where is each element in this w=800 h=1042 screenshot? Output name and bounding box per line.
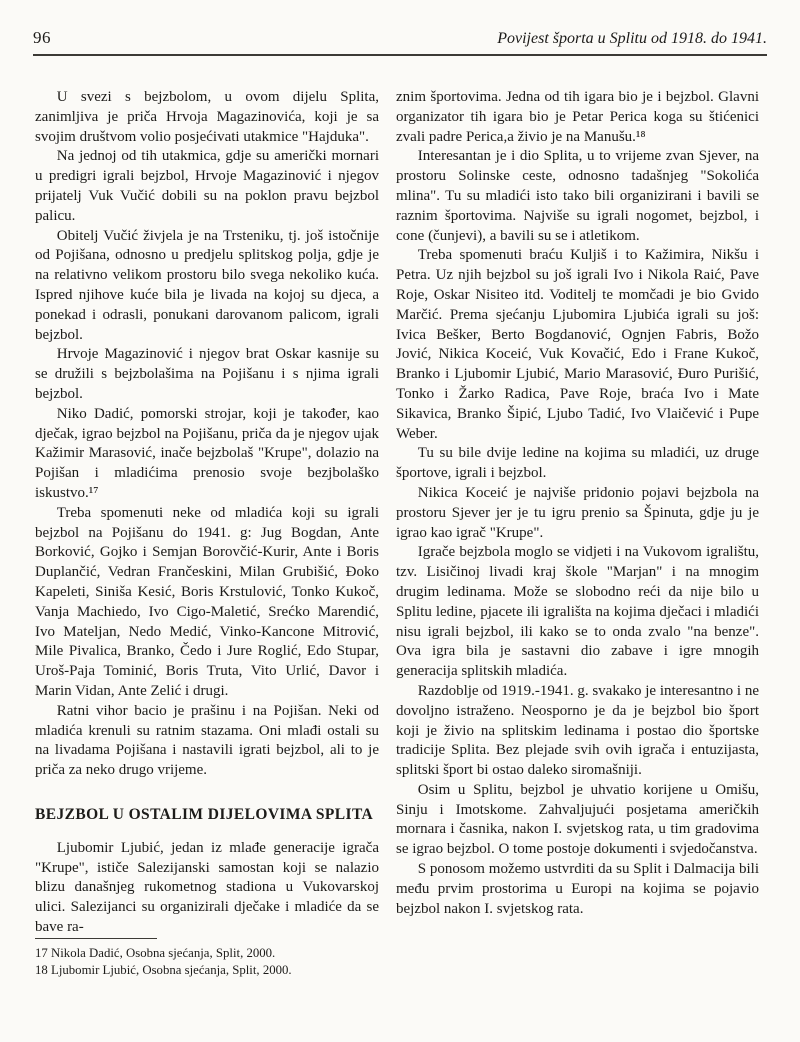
footnote: 17 Nikola Dadić, Osobna sjećanja, Split, 2000. <box>35 946 276 960</box>
running-header-title: Povijest športa u Splitu od 1918. do 1941. <box>497 30 767 47</box>
body-paragraph: Ljubomir Ljubić, jedan iz mlađe generacije igrača "Krupe", ističe Salezijanski samostan koji se nalazio blizu današnjeg rukometnog stadiona u Vukovarskoj ulici. Salezijanci su organizirali dječake i mladiće da se bave ra- <box>35 839 379 936</box>
left-column <box>35 88 379 938</box>
footnote: 18 Ljubomir Ljubić, Osobna sjećanja, Split, 2000. <box>35 963 292 977</box>
body-paragraph: Treba spomenuti braću Kuljiš i to Kažimira, Nikšu i Petra. Uz njih bejzbol su još igrali Ivo i Nikola Raić, Pave Roje, Oskar Nisiteo itd. Voditelj te momčadi je bio Gvido Marčić. Prema sjećanju Ljubomira Ljubića igrali su još: Ivica Bešker, Berto Bogdanović, Ognjen Fabris, Božo Jović, Nikica Koceić, Vuk Kovačić, Edo i Frane Kukoč, Branko i Ljubomir Ljubić, Mario Marasović, Đuro Purišić, Tonko i Žarko Radica, Pave Roje, braća Ivo i Mate Sikavica, Branko Šipić, Ljubo Tadić, Ivo Vlaičević i Pupe Weber. <box>396 247 759 442</box>
footnote-divider <box>35 938 157 939</box>
body-paragraph: Ratni vihor bacio je prašinu i na Pojišan. Neki od mladića krenuli su ratnim stazama. Oni mlađi ostali su na livadama Pojišana i nastavili igrati bejzbol, ali to je priča za neko drugo vrijeme. <box>35 702 379 779</box>
body-paragraph: S ponosom možemo ustvrditi da su Split i Dalmacija bili među prvim prostorima u Europi na kojima se pojavio bejzbol nakon I. svjetskog rata. <box>396 861 759 917</box>
section-heading: BEJZBOL U OSTALIM DIJELOVIMA SPLITA <box>35 805 374 823</box>
body-paragraph: znim športovima. Jedna od tih igara bio je i bejzbol. Glavni organizator tih igara bio je Petar Perica koga su štićenici zvali padre Perica,a živio je na Manušu.¹⁸ <box>396 89 759 145</box>
body-paragraph: Osim u Splitu, bejzbol je uhvatio korijene u Omišu, Sinju i Imotskome. Zahvaljujući posjetama američkih mornara i časnika, nakon I. svjetskog rata, u tim gradovima se igrao bejzbol. O tome postoje dokumenti i svjedočanstva. <box>396 781 759 858</box>
body-paragraph: Hrvoje Magazinović i njegov brat Oskar kasnije su se družili s bejzbolašima na Pojišanu i s njima igrali bejzbol. <box>35 346 379 402</box>
body-paragraph: Treba spomenuti neke od mladića koji su igrali bejzbol na Pojišanu do 1941. g: Jug Bogdan, Ante Borković, Gojko i Semjan Borovčić-Kurir, Ante i Boris Duplančić, Vedran Frančeskini, Milan Grubišić, Đoko Kapeleti, Siniša Kesić, Boris Krstulović, Tonko Kukoč, Vanja Machiedo, Ivo Cigo-Maletić, Srećko Marendić, Ivo Mateljan, Nedo Medić, Vinko-Kancone Mitrović, Mile Pivalica, Branko, Čedo i Jure Roglić, Edo Stupar, Uroš-Paja Tominić, Boris Truta, Vito Urlić, Davor i Marin Vidan, Ante Zelić i drugi. <box>35 504 379 699</box>
body-paragraph: Tu su bile dvije ledine na kojima su mladići, uz druge športove, igrali i bejzbol. <box>396 445 759 482</box>
body-paragraph: Interesantan je i dio Splita, u to vrijeme zvan Sjever, na prostoru Solinske ceste, odnosno tadašnjeg "Sokolića mlina". Tu su mladići isto tako bili organizirani i bavili se raznim športovima. Najviše su igrali nogomet, bejzbol, i cone (čunjevi), a bavili su se i atletikom. <box>396 148 759 244</box>
text-columns <box>35 88 759 938</box>
body-paragraph: Obitelj Vučić živjela je na Trsteniku, tj. još istočnije od Pojišana, odnosno u predjelu splitskog polja, gdje je na relativno velikom prostoru bilo svega nekoliko kuća. Ispred njihove kuće bila je livada na kojoj su djeca, a ponekad i odrasli, ponukani darovanom palicom, igrali bejzbol. <box>35 227 379 343</box>
body-paragraph: Nikica Koceić je najviše pridonio pojavi bejzbola na prostoru Sjever jer je tu igru prenio sa Špinuta, gdje ju je igrao kao igrač "Krupe". <box>396 484 759 541</box>
body-paragraph: Igrače bejzbola moglo se vidjeti i na Vukovom igralištu, tzv. Lisičinoj livadi kraj škole "Marjan" i na mnogim drugim ledinama. Može se slobodno reći da nije bilo u Splitu ledine, pjacete ili igrališta na kojima dječaci i mladići nisu igrali bejzbol, ili kako se to onda zvalo "na benze". Ova igra bila je sastavni dio zabave i igre mnogih generacija splitskih mladića. <box>396 544 759 680</box>
running-header <box>33 28 767 56</box>
right-column <box>396 88 759 938</box>
body-paragraph: U svezi s bejzbolom, u ovom dijelu Splita, zanimljiva je priča Hrvoja Magazinovića, koji je sa svojim društvom volio posjećivati utakmice "Hajduka". <box>35 89 379 145</box>
body-paragraph: Na jednoj od tih utakmica, gdje su američki mornari u predigri igrali bejzbol, Hrvoje Magazinović i njegov prijatelj Vuk Vučić dobili su na poklon pravu bejzbol palicu. <box>35 148 379 224</box>
page-number: 96 <box>33 28 51 47</box>
body-paragraph: Niko Dadić, pomorski strojar, koji je također, kao dječak, igrao bejzbol na Pojišanu, priča da je njegov ujak Kažimir Marasović, inače bejzbolaš "Krupe", dolazio na Pojišan i mladićima prenosio svoje bezjbolaško iskustvo.¹⁷ <box>35 405 379 501</box>
footnotes-block <box>35 938 435 979</box>
body-paragraph: Razdoblje od 1919.-1941. g. svakako je interesantno i ne dovoljno istraženo. Neosporno je da je bejzbol bio šport koji je živio na splitskim ledinama i postao dio športske tradicije Splita. Bez plejade svih ovih igrača i entuzijasta, splitski šport bi ostao daleko siromašniji. <box>396 682 759 779</box>
